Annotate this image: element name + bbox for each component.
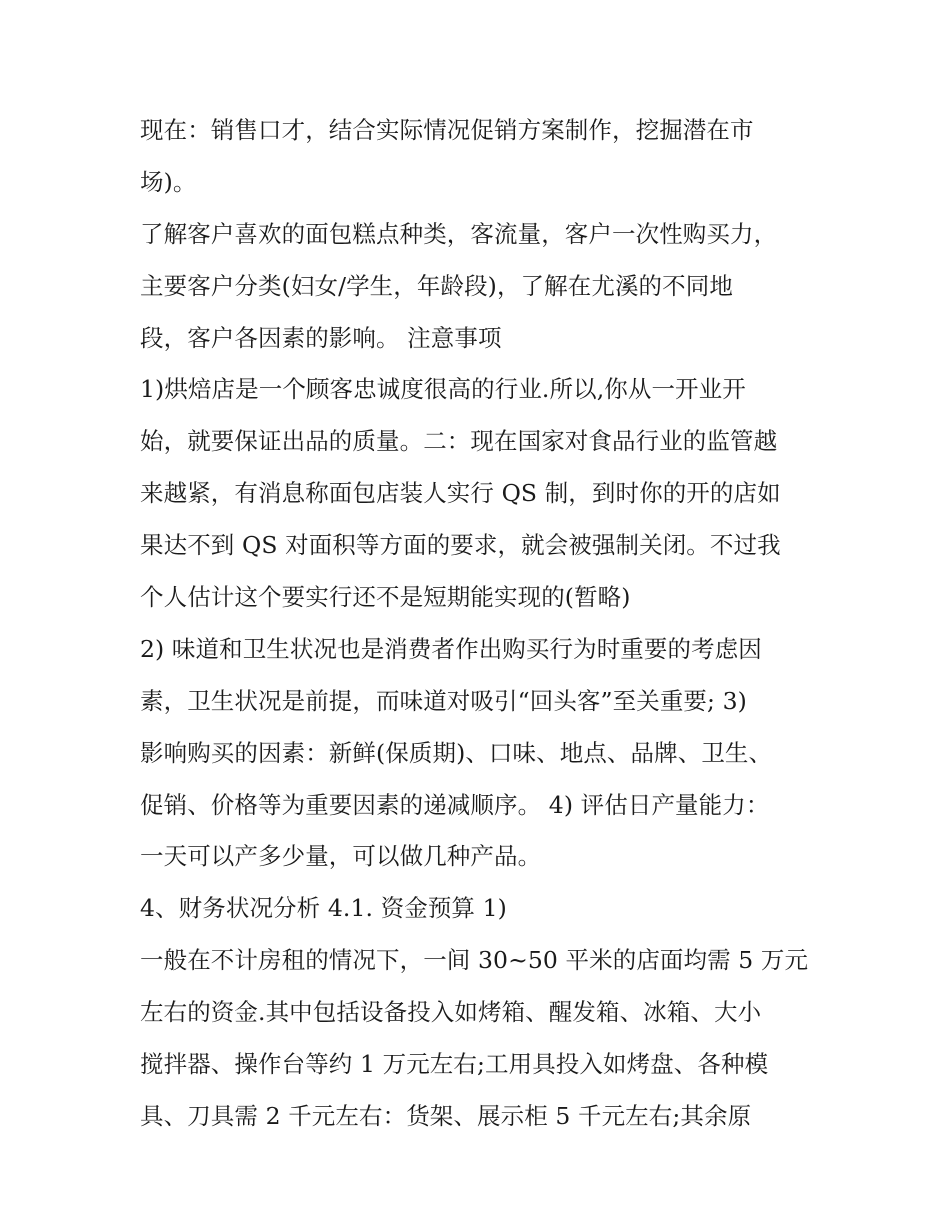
text-line: 段，客户各因素的影响。 注意事项 bbox=[140, 323, 502, 352]
text-line: 主要客户分类(妇女/学生，年龄段)，了解在尤溪的不同地 bbox=[140, 271, 733, 300]
text-line: 搅拌器、操作台等约 1 万元左右;工用具投入如烤盘、各种模 bbox=[140, 1050, 769, 1079]
text-line: 促销、价格等为重要因素的递减顺序。 4) 评估日产量能力： bbox=[140, 790, 770, 819]
text-line: 2) 味道和卫生状况也是消费者作出购买行为时重要的考虑因 bbox=[140, 634, 762, 663]
text-line: 具、刀具需 2 千元左右：货架、展示柜 5 千元左右;其余原 bbox=[140, 1101, 752, 1130]
text-line: 始，就要保证出品的质量。二：现在国家对食品行业的监管越 bbox=[140, 427, 778, 456]
text-line: 了解客户喜欢的面包糕点种类，客流量，客户一次性购买力， bbox=[140, 219, 778, 248]
text-line: 场)。 bbox=[140, 167, 197, 196]
text-line: 现在：销售口才，结合实际情况促销方案制作，挖掘潜在市 bbox=[140, 116, 754, 144]
text-line: 一般在不计房租的情况下，一间 30~50 平米的店面均需 5 万元 bbox=[140, 946, 809, 975]
text-line: 来越紧，有消息称面包店装人实行 QS 制，到时你的开的店如 bbox=[140, 479, 781, 508]
text-line: 一天可以产多少量，可以做几种产品。 bbox=[140, 842, 542, 871]
text-line: 左右的资金.其中包括设备投入如烤箱、醒发箱、冰箱、大小 bbox=[140, 998, 762, 1027]
document-body bbox=[140, 109, 820, 1147]
text-line: 4、财务状况分析 4.1. 资金预算 1) bbox=[140, 894, 507, 923]
text-line: 1)烘焙店是一个顾客忠诚度很高的行业.所以,你从一开业开 bbox=[140, 375, 746, 404]
text-line: 影响购买的因素：新鲜(保质期)、口味、地点、品牌、卫生、 bbox=[140, 738, 773, 767]
text-line: 素，卫生状况是前提，而味道对吸引“回头客”至关重要; 3) bbox=[140, 686, 747, 715]
text-line: 果达不到 QS 对面积等方面的要求，就会被强制关闭。不过我 bbox=[140, 531, 781, 560]
text-line: 个人估计这个要实行还不是短期能实现的(暂略) bbox=[140, 583, 631, 612]
